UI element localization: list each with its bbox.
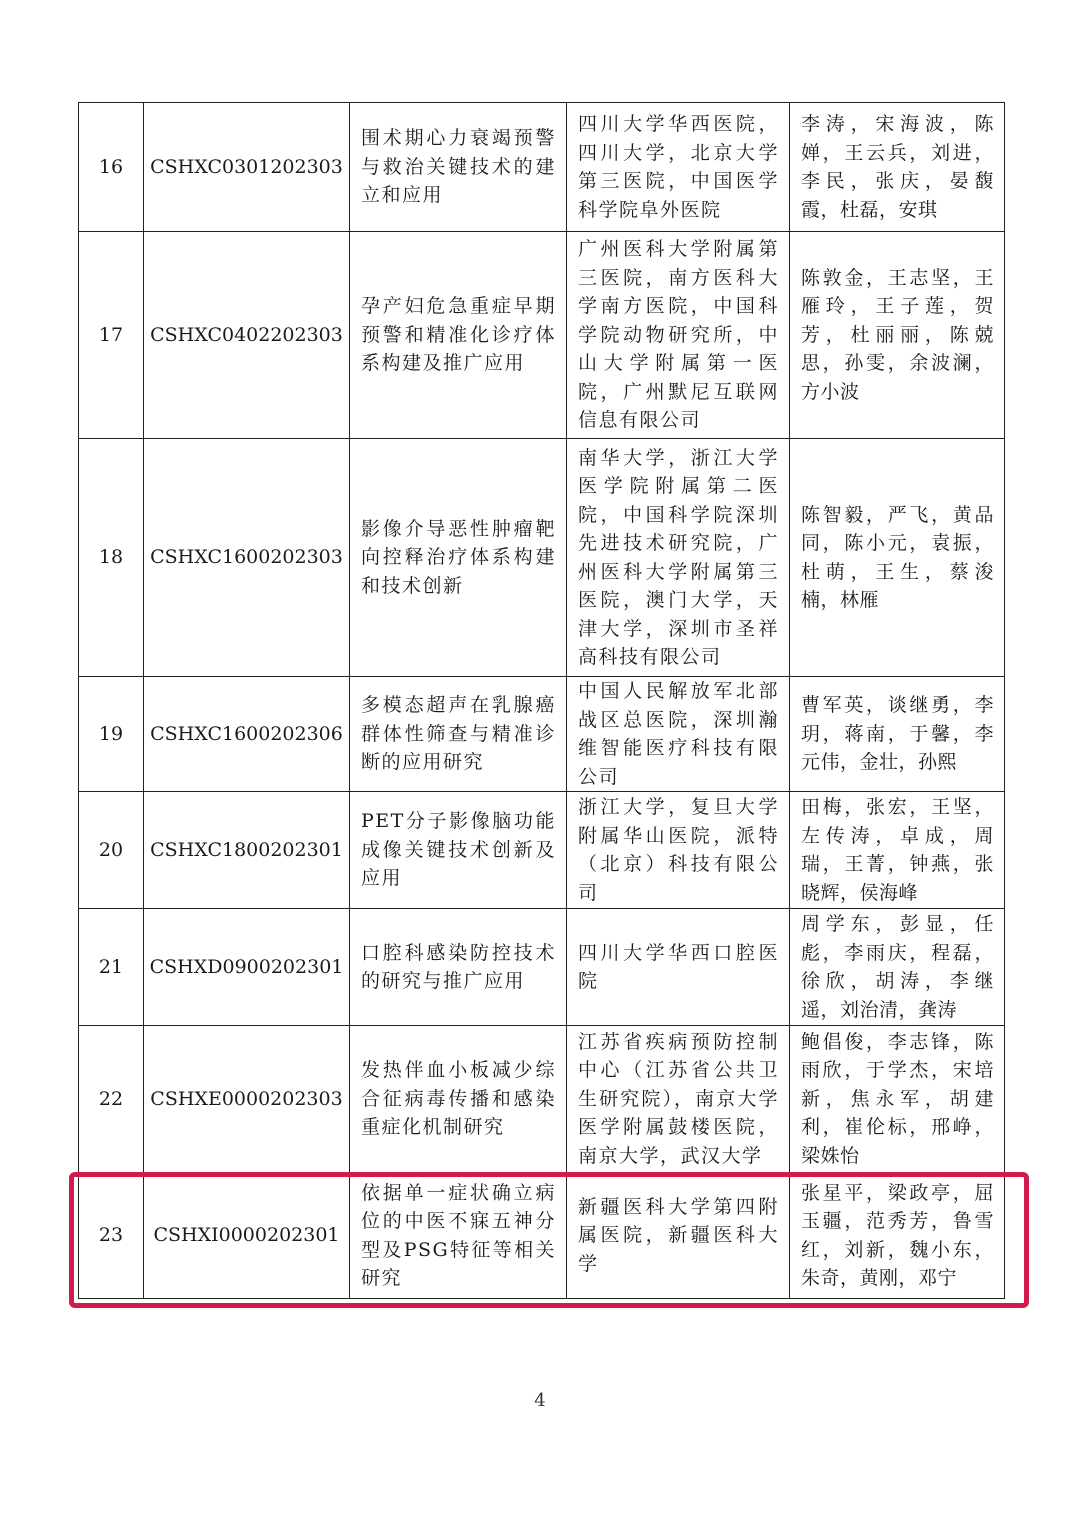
table-row: [79, 792, 1005, 909]
participants: 田梅，张宏，王坚，左传涛，卓成，周瑞，王菁，钟燕，张晓辉，侯海峰: [801, 796, 994, 904]
project-title: 口腔科感染防控技术的研究与推广应用: [361, 941, 556, 992]
table-row: [79, 677, 1005, 792]
project-code: CSHXD0900202301: [144, 909, 350, 1026]
participants: 陈敦金，王志坚，王雁玲，王子莲，贺芳，杜丽丽，陈兢思，孙雯，余波澜，方小波: [801, 266, 994, 403]
participants: 周学东，彭显，任彪，李雨庆，程磊，徐欣，胡涛，李继遥，刘治清，龚涛: [801, 913, 994, 1021]
organizations: 江苏省疾病预防控制中心（江苏省公共卫生研究院），南京大学医学附属鼓楼医院，南京大学，武汉大学: [578, 1030, 779, 1167]
project-code: CSHXC1600202303: [144, 439, 350, 677]
organizations: 四川大学华西口腔医院: [578, 941, 779, 992]
table-row: [79, 439, 1005, 677]
row-number: 20: [79, 792, 144, 909]
project-title: 影像介导恶性肿瘤靶向控释治疗体系构建和技术创新: [361, 517, 556, 597]
participants: 鲍倡俊，李志锋，陈雨欣，于学杰，宋培新，焦永军，胡建利，崔伦标，邢峥，梁姝怡: [801, 1030, 994, 1167]
page-number: 4: [534, 1390, 546, 1411]
row-number: 16: [79, 103, 144, 232]
table-row: [79, 103, 1005, 232]
row-number: 23: [79, 1173, 144, 1299]
participants: 张星平，梁政亭，屈玉疆，范秀芳，鲁雪红，刘新，魏小东，朱奇，黄刚，邓宁: [801, 1181, 994, 1289]
row-number: 22: [79, 1026, 144, 1173]
row-number: 18: [79, 439, 144, 677]
project-title: 多模态超声在乳腺癌群体性筛查与精准诊断的应用研究: [361, 694, 556, 774]
project-title: PET分子影像脑功能成像关键技术创新及应用: [361, 810, 556, 890]
participants: 李涛，宋海波，陈婵，王云兵，刘进，李民，张庆，晏馥霞，杜磊，安琪: [801, 113, 994, 221]
row-number: 17: [79, 232, 144, 439]
awards-table: [78, 102, 1005, 1299]
project-code: CSHXC1600202306: [144, 677, 350, 792]
project-title: 依据单一症状确立病位的中医不寐五神分型及PSG特征等相关研究: [361, 1181, 556, 1289]
project-code: CSHXC0402202303: [144, 232, 350, 439]
row-number: 21: [79, 909, 144, 1026]
table-row-highlighted: [79, 1173, 1005, 1299]
project-title: 孕产妇危急重症早期预警和精准化诊疗体系构建及推广应用: [361, 295, 556, 375]
organizations: 中国人民解放军北部战区总医院，深圳瀚维智能医疗科技有限公司: [578, 680, 779, 788]
project-code: CSHXC0301202303: [144, 103, 350, 232]
table-row: [79, 909, 1005, 1026]
project-code: CSHXE0000202303: [144, 1026, 350, 1173]
table-row: [79, 232, 1005, 439]
project-code: CSHXC1800202301: [144, 792, 350, 909]
table-row: [79, 1026, 1005, 1173]
project-code: CSHXI0000202301: [144, 1173, 350, 1299]
row-number: 19: [79, 677, 144, 792]
project-title: 发热伴血小板减少综合征病毒传播和感染重症化机制研究: [361, 1059, 556, 1139]
organizations: 广州医科大学附属第三医院，南方医科大学南方医院，中国科学院动物研究所，中山大学附属第一医院，广州默尼互联网信息有限公司: [578, 238, 779, 432]
project-title: 围术期心力衰竭预警与救治关键技术的建立和应用: [361, 127, 556, 207]
participants: 曹军英，谈继勇，李玥，蒋南，于馨，李元伟，金壮，孙熙: [801, 694, 994, 774]
organizations: 四川大学华西医院，四川大学，北京大学第三医院，中国医学科学院阜外医院: [578, 113, 779, 221]
organizations: 南华大学，浙江大学医学院附属第二医院，中国科学院深圳先进技术研究院，广州医科大学附属第三医院，澳门大学，天津大学，深圳市圣祥高科技有限公司: [578, 446, 779, 668]
participants: 陈智毅，严飞，黄品同，陈小元，袁振，杜萌，王生，蔡浚楠，林雁: [801, 503, 994, 611]
organizations: 新疆医科大学第四附属医院，新疆医科大学: [578, 1195, 779, 1275]
organizations: 浙江大学，复旦大学附属华山医院，派特（北京）科技有限公司: [578, 796, 779, 904]
